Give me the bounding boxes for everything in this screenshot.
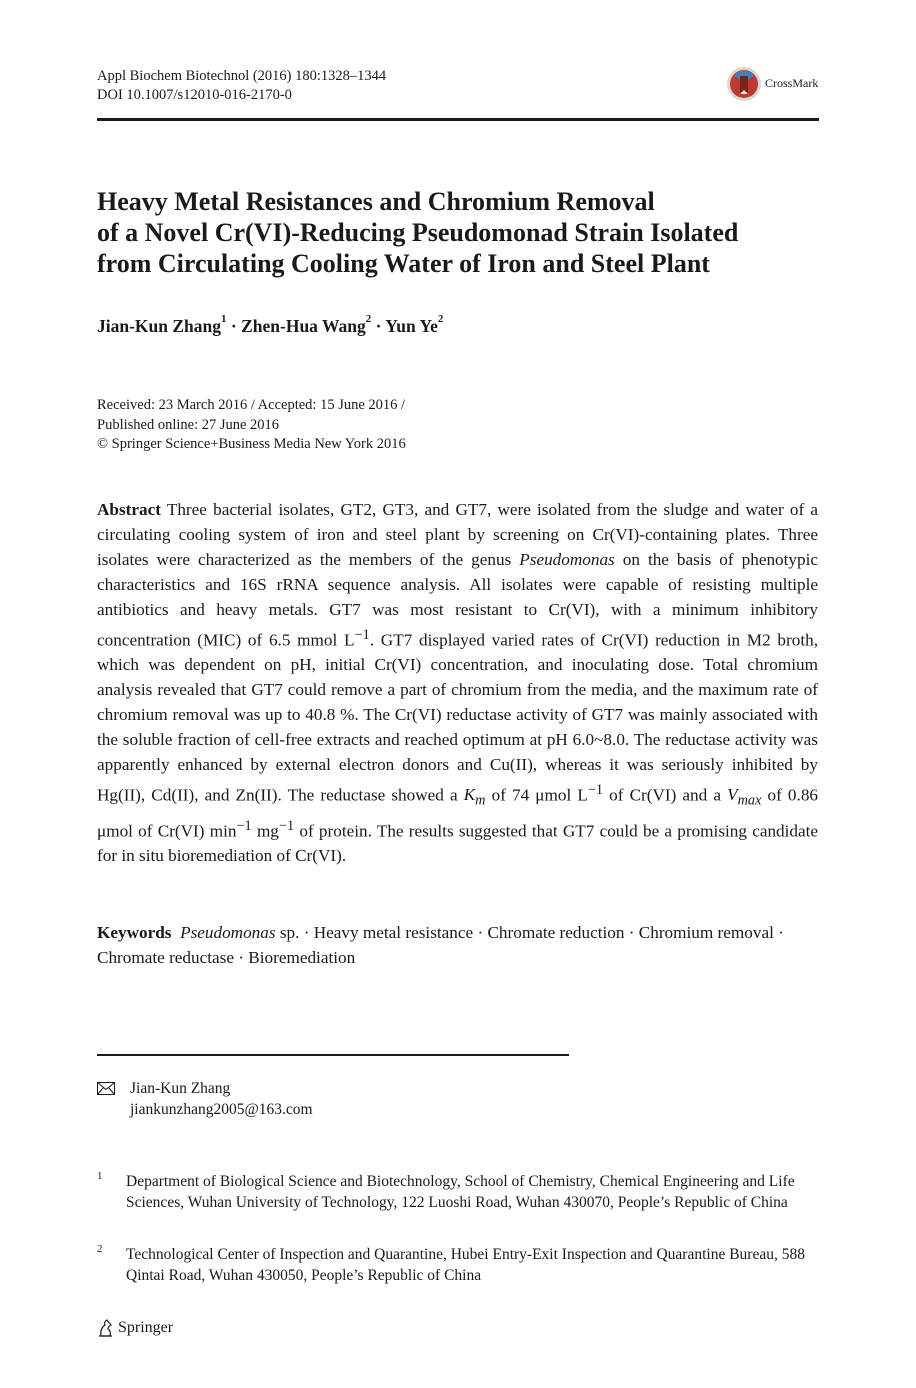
publisher-footer — [97, 1318, 173, 1338]
vmax-v: V — [727, 785, 738, 805]
author-affiliation-marker: 2 — [437, 313, 444, 325]
journal-header — [97, 67, 386, 105]
km-k: K — [463, 785, 476, 805]
keyword-genus: Pseudomonas — [180, 923, 276, 942]
author-name[interactable]: Zhen-Hua Wang — [241, 316, 366, 336]
abstract — [97, 498, 818, 869]
envelope-icon — [97, 1082, 115, 1095]
affiliation-number: 1 — [97, 1170, 103, 1182]
header-rule — [97, 118, 819, 121]
affiliation-number: 2 — [97, 1243, 103, 1255]
abstract-text: of 0.86 μmol of Cr(VI) min — [97, 785, 819, 841]
author-separator: · — [230, 316, 237, 336]
abstract-text: . GT7 displayed varied rates of Cr(VI) reduction in M2 broth, which was dependent on pH, initial Cr(VI) concentration, and inoculating dose. Total chromium analysis revealed that GT7 could remove a part of chromium from the media, and the maximum rate of chromium removal was up to 40.8 %. The Cr(VI) reductase activity of GT7 was mainly associated with the soluble fraction of cell-free extracts and reached optimum at pH 6.0~8.0. The reductase activity was apparently enhanced by external electron donors and Cu(II), whereas it was seriously inhibited by Hg(II), Cd(II), and Zn(II). The reductase showed a — [97, 630, 818, 805]
author-name[interactable]: Yun Ye — [385, 316, 438, 336]
author-affiliation-marker: 1 — [221, 313, 227, 325]
km-symbol — [463, 785, 486, 809]
springer-horse-icon — [97, 1318, 115, 1338]
abstract-genus: Pseudomonas — [519, 549, 615, 569]
superscript: −1 — [354, 626, 370, 643]
abstract-text: Three bacterial isolates, GT2, GT3, and GT7, were isolated from the sludge and water of a circulating cooling system of iron and steel plant by screening on Cr(VI)-containing plates. Three isolates were characterized as the members of the genus — [97, 500, 818, 569]
abstract-text: on the basis of phenotypic characteristics and 16S rRNA sequence analysis. All isolates were capable of resisting multiple antibiotics and heavy metals. GT7 was most resistant to Cr(VI), with a minimum inhibitory concentration (MIC) of 6.5 mmol L — [97, 549, 818, 650]
journal-citation: Appl Biochem Biotechnol (2016) 180:1328–1344 — [97, 68, 387, 84]
superscript: −1 — [236, 817, 252, 834]
publication-dates — [97, 396, 406, 455]
published-online: Published online: 27 June 2016 — [97, 416, 280, 433]
doi[interactable]: DOI 10.1007/s12010-016-2170-0 — [97, 87, 292, 103]
abstract-text: mg — [256, 821, 279, 841]
affiliation-text: Department of Biological Science and Biotechnology, School of Chemistry, Chemical Engineering and Life Sciences, Wuhan University of Technology, 122 Luoshi Road, Wuhan 430070, People’s Republic of China — [126, 1173, 795, 1211]
author-separator: · — [375, 316, 382, 336]
abstract-label: Abstract — [97, 500, 161, 519]
keywords-label: Keywords — [97, 923, 172, 942]
vmax-symbol — [727, 785, 762, 809]
article-title — [97, 186, 817, 279]
publisher-name: Springer — [118, 1319, 174, 1336]
km-subscript: m — [475, 792, 486, 809]
title-line-2: of a Novel Cr(VI)-Reducing Pseudomonad Strain Isolated — [97, 218, 739, 247]
footnote-rule — [97, 1054, 569, 1056]
corresponding-author — [130, 1079, 313, 1120]
vmax-subscript: max — [737, 792, 762, 809]
abstract-text: of Cr(VI) and a — [609, 785, 721, 805]
received-accepted: Received: 23 March 2016 / Accepted: 15 June 2016 / — [97, 397, 406, 413]
author-list — [97, 313, 444, 337]
abstract-text: of protein. The results suggested that GT7 could be a promising candidate for in situ bioremediation of Cr(VI). — [97, 821, 819, 866]
title-line-1: Heavy Metal Resistances and Chromium Removal — [97, 187, 655, 216]
crossmark-label: CrossMark — [765, 76, 819, 90]
title-line-3: from Circulating Cooling Water of Iron and Steel Plant — [97, 249, 710, 278]
abstract-text: of 74 μmol L — [491, 785, 588, 805]
corresponding-name: Jian-Kun Zhang — [130, 1080, 231, 1097]
superscript: −1 — [278, 817, 295, 834]
author-affiliation-marker: 2 — [365, 313, 372, 325]
author-name[interactable]: Jian-Kun Zhang — [97, 316, 222, 336]
copyright: © Springer Science+Business Media New York 2016 — [97, 436, 406, 452]
superscript: −1 — [587, 781, 604, 798]
corresponding-email[interactable]: jiankunzhang2005@163.com — [130, 1100, 313, 1118]
affiliation-text: Technological Center of Inspection and Quarantine, Hubei Entry-Exit Inspection and Quarantine Bureau, 588 Qintai Road, Wuhan 430050, People’s Republic of China — [126, 1246, 805, 1284]
keywords — [97, 921, 818, 971]
keywords-list: sp. · Heavy metal resistance · Chromate reduction · Chromium removal · Chromate reductase · Bioremediation — [97, 923, 784, 967]
